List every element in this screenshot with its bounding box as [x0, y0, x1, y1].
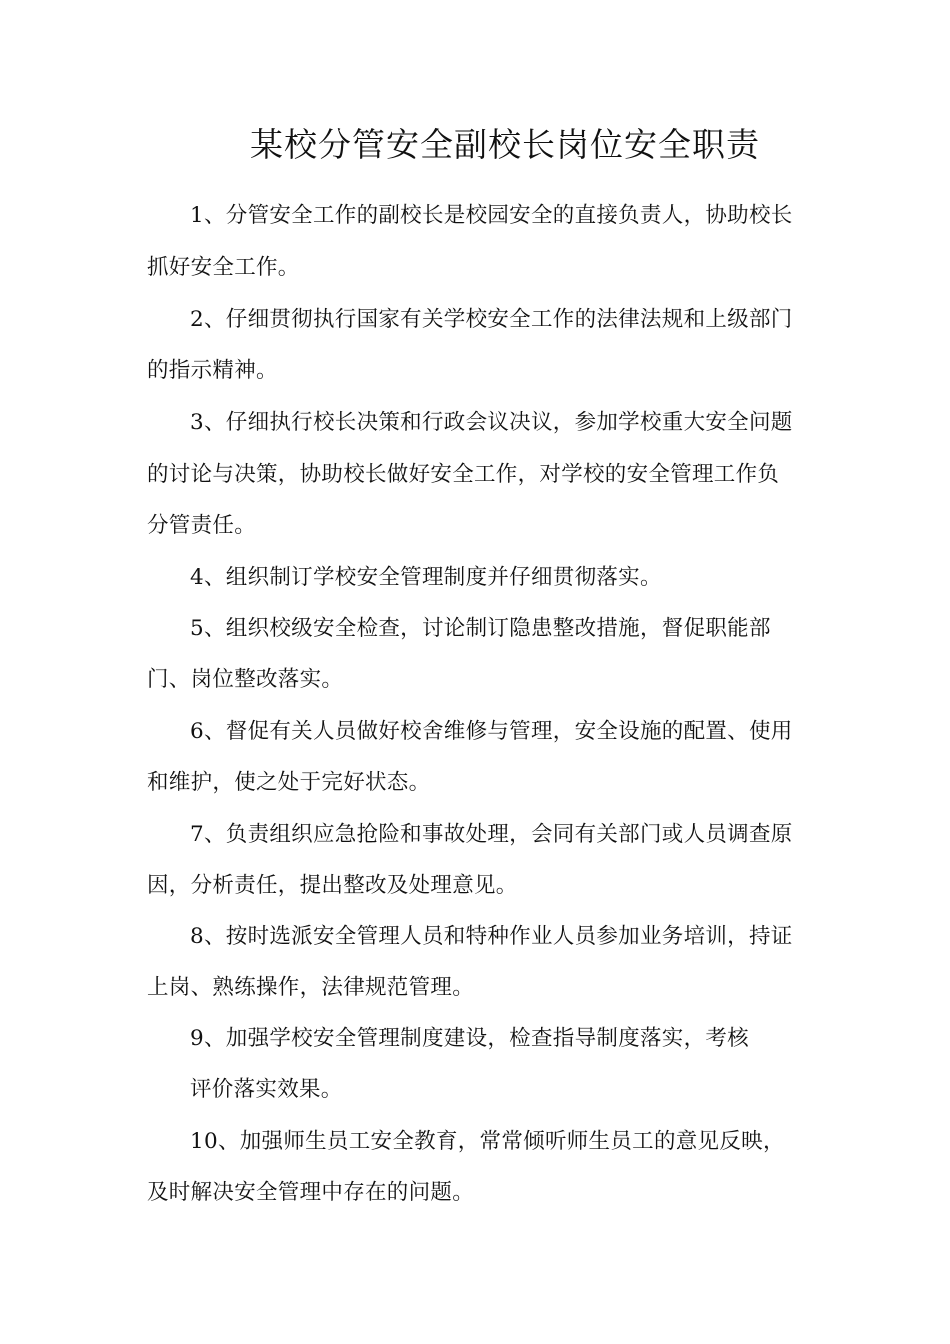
- paragraph-5-line-2: 门、岗位整改落实。: [147, 667, 344, 692]
- paragraph-5-line-1: 5、组织校级安全检查，讨论制订隐患整改措施，督促职能部: [190, 616, 771, 641]
- paragraph-10-line-1: 10、加强师生员工安全教育，常常倾听师生员工的意见反映，: [190, 1129, 785, 1154]
- paragraph-9-line-1: 9、加强学校安全管理制度建设，检查指导制度落实，考核: [190, 1026, 749, 1051]
- paragraph-4-line-1: 4、组织制订学校安全管理制度并仔细贯彻落实。: [190, 565, 662, 590]
- paragraph-1-line-1: 1、分管安全工作的副校长是校园安全的直接负责人，协助校长: [190, 203, 793, 228]
- paragraph-6-line-2: 和维护，使之处于完好状态。: [147, 770, 431, 795]
- paragraph-1-line-2: 抓好安全工作。: [147, 255, 300, 280]
- paragraph-3-line-2: 的讨论与决策，协助校长做好安全工作，对学校的安全管理工作负: [147, 462, 780, 487]
- paragraph-7-line-2: 因，分析责任，提出整改及处理意见。: [147, 873, 518, 898]
- paragraph-2-line-2: 的指示精神。: [147, 358, 278, 383]
- paragraph-3-line-1: 3、仔细执行校长决策和行政会议决议，参加学校重大安全问题: [190, 410, 793, 435]
- paragraph-10-line-2: 及时解决安全管理中存在的问题。: [147, 1180, 475, 1205]
- paragraph-2-line-1: 2、仔细贯彻执行国家有关学校安全工作的法律法规和上级部门: [190, 307, 793, 332]
- paragraph-3-line-3: 分管责任。: [147, 513, 257, 538]
- paragraph-8-line-1: 8、按时选派安全管理人员和特种作业人员参加业务培训，持证: [190, 924, 793, 949]
- paragraph-6-line-1: 6、督促有关人员做好校舍维修与管理，安全设施的配置、使用: [190, 719, 793, 744]
- paragraph-9-line-2: 评价落实效果。: [190, 1077, 343, 1102]
- document-title: 某校分管安全副校长岗位安全职责: [250, 125, 760, 164]
- paragraph-7-line-1: 7、负责组织应急抢险和事故处理，会同有关部门或人员调查原: [190, 822, 793, 847]
- paragraph-8-line-2: 上岗、熟练操作，法律规范管理。: [147, 975, 475, 1000]
